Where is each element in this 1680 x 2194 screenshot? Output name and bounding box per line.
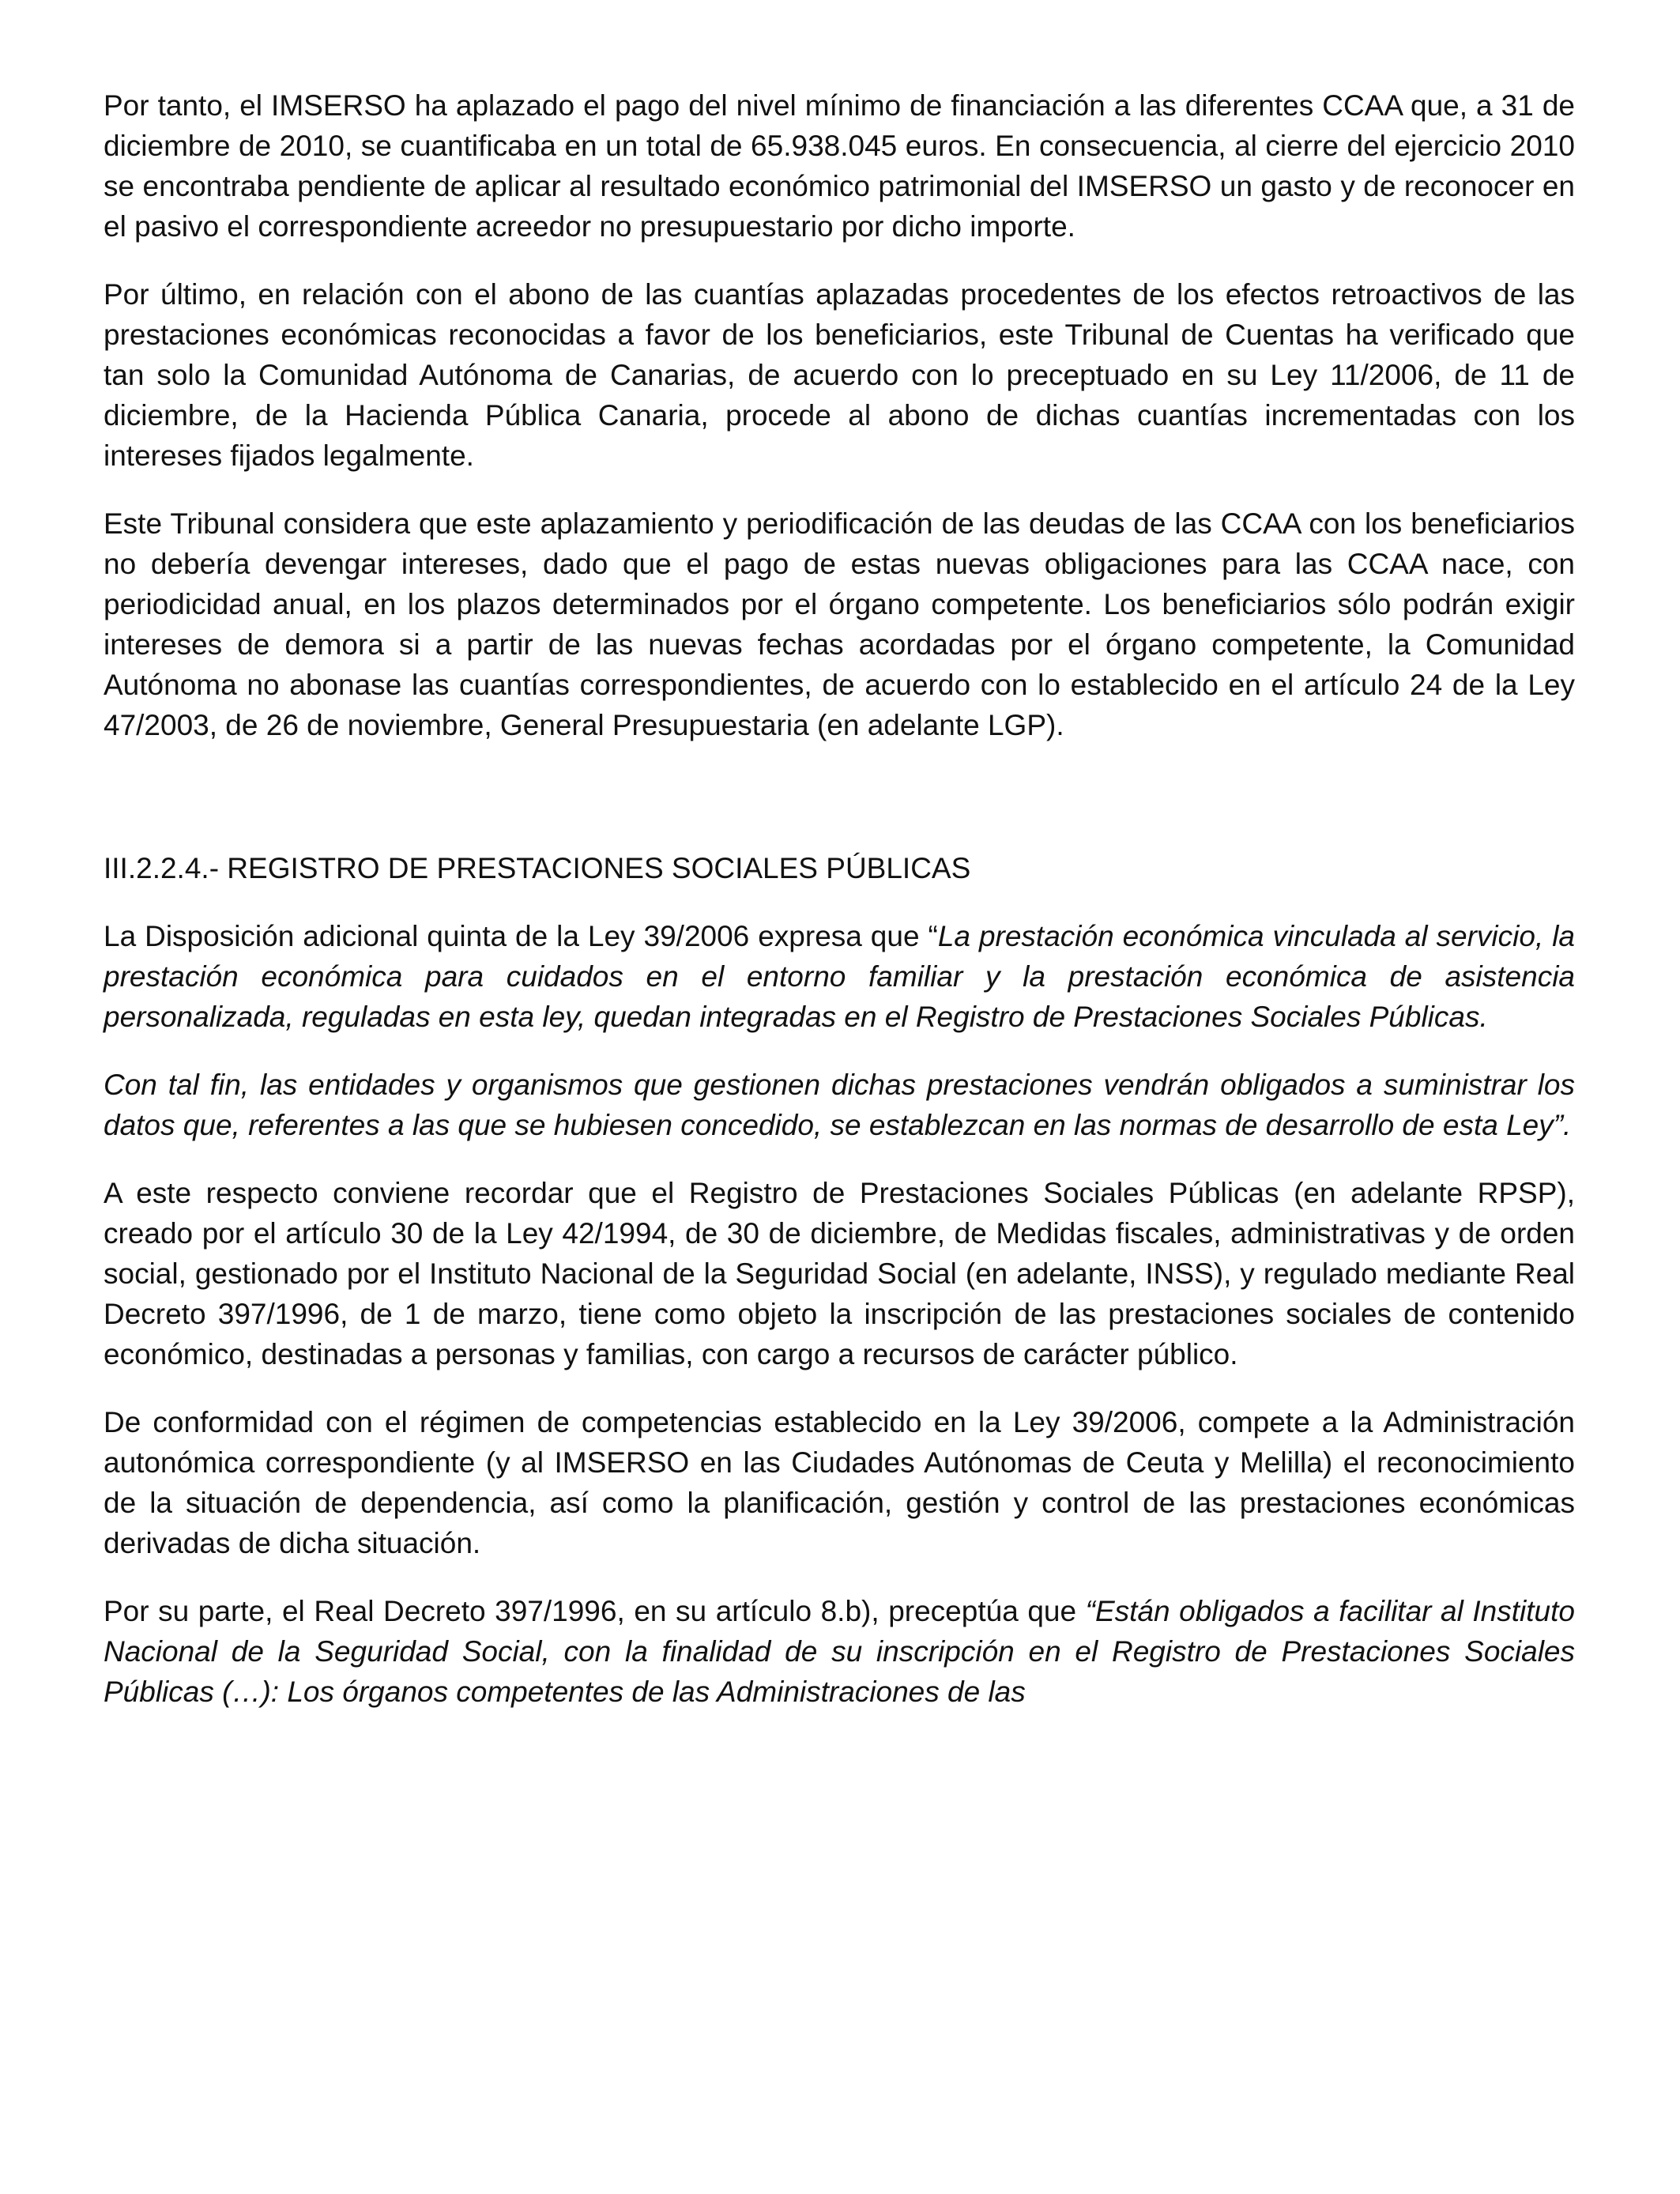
paragraph-real-decreto [104, 1591, 1575, 1712]
paragraph-abono-cuantias: Por último, en relación con el abono de las cuantías aplazadas procedentes de los efectos retroactivos de las prestaciones económicas reconocidas a favor de los beneficiarios, este Tribunal de Cuentas ha verificado que tan solo la Comunidad Autónoma de Canarias, de acuerdo con lo preceptuado en su Ley 11/2006, de 11 de diciembre, de la Hacienda Pública Canaria, procede al abono de dichas cuantías incrementadas con los intereses fijados legalmente. [104, 278, 1575, 472]
disposicion-intro: La Disposición adicional quinta de la Ley 39/2006 expresa que “ [104, 920, 938, 952]
real-decreto-intro: Por su parte, el Real Decreto 397/1996, en su artículo 8.b), preceptúa que [104, 1595, 1086, 1627]
document-page [104, 85, 1575, 1712]
paragraph-quote-continuation: Con tal fin, las entidades y organismos que gestionen dichas prestaciones vendrán obligados a suministrar los datos que, referentes a las que se hubiesen concedido, se establezcan en las normas de desarrollo de esta Ley”. [104, 1069, 1575, 1141]
paragraph-tribunal-considera: Este Tribunal considera que este aplazamiento y periodificación de las deudas de las CCAA con los beneficiarios no debería devengar intereses, dado que el pago de estas nuevas obligaciones para las CCAA nace, con periodicidad anual, en los plazos determinados por el órgano competente. Los beneficiarios sólo podrán exigir intereses de demora si a partir de las nuevas fechas acordadas por el órgano competente, la Comunidad Autónoma no abonase las cuantías correspondientes, de acuerdo con lo establecido en el artículo 24 de la Ley 47/2003, de 26 de noviembre, General Presupuestaria (en adelante LGP). [104, 507, 1575, 741]
section-heading: III.2.2.4.- REGISTRO DE PRESTACIONES SOCIALES PÚBLICAS [104, 852, 971, 884]
paragraph-rpsp: A este respecto conviene recordar que el Registro de Prestaciones Sociales Públicas (en adelante RPSP), creado por el artículo 30 de la Ley 42/1994, de 30 de diciembre, de Medidas fiscales, administrativas y de orden social, gestionado por el Instituto Nacional de la Seguridad Social (en adelante, INSS), y regulado mediante Real Decreto 397/1996, de 1 de marzo, tiene como objeto la inscripción de las prestaciones sociales de contenido económico, destinadas a personas y familias, con cargo a recursos de carácter público. [104, 1177, 1575, 1370]
real-decreto-quote: “Están obligados a facilitar al Instituto Nacional de la Seguridad Social, con la finalidad de su inscripción en el Registro de Prestaciones Sociales Públicas (…): Los órganos competentes de las Administraciones de las [104, 1595, 1575, 1708]
paragraph-disposicion-adicional [104, 916, 1575, 1037]
disposicion-quote: La prestación económica vinculada al servicio, la prestación económica para cuidados en el entorno familiar y la prestación económica de asistencia personalizada, reguladas en esta ley, quedan integradas en el Registro de Prestaciones Sociales Públicas. [104, 920, 1575, 1033]
paragraph-competencias: De conformidad con el régimen de competencias establecido en la Ley 39/2006, compete a la Administración autonómica correspondiente (y al IMSERSO en las Ciudades Autónomas de Ceuta y Melilla) el reconocimiento de la situación de dependencia, así como la planificación, gestión y control de las prestaciones económicas derivadas de dicha situación. [104, 1406, 1575, 1559]
paragraph-aplazamiento-pago: Por tanto, el IMSERSO ha aplazado el pago del nivel mínimo de financiación a las diferentes CCAA que, a 31 de diciembre de 2010, se cuantificaba en un total de 65.938.045 euros. En consecuencia, al cierre del ejercicio 2010 se encontraba pendiente de aplicar al resultado económico patrimonial del IMSERSO un gasto y de reconocer en el pasivo el correspondiente acreedor no presupuestario por dicho importe. [104, 89, 1575, 243]
